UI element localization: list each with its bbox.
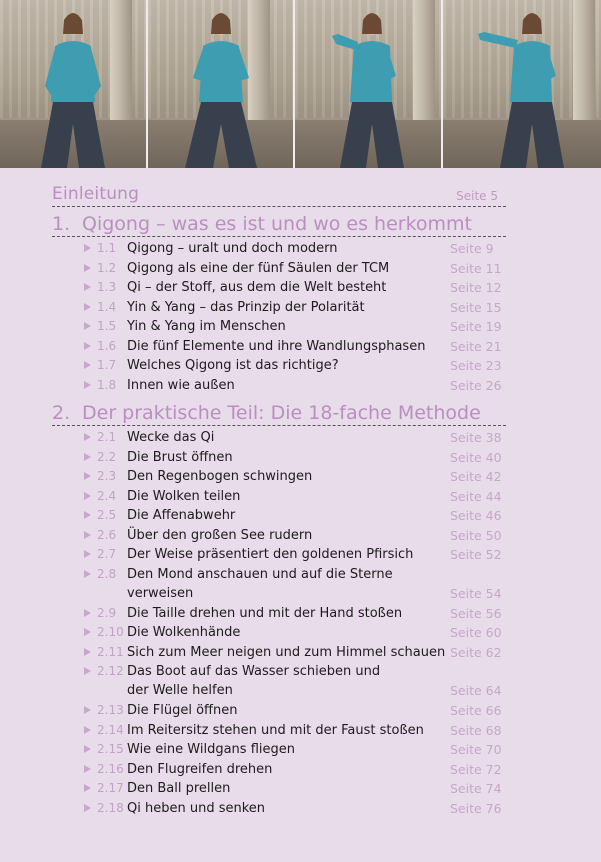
section-number: 2.7 [97,547,117,561]
toc-introduction[interactable] [52,184,506,207]
section-number: 2.17 [97,781,124,795]
section-page: Seite 62 [450,644,502,660]
section-title: Das Boot auf das Wasser schieben und [127,664,381,679]
photo-pose-3 [295,0,441,168]
section-title: Die Brust öffnen [127,449,233,465]
section-title: Die Wolken teilen [127,488,241,504]
section-title: Innen wie außen [127,377,235,393]
section-title: Sich zum Meer neigen und zum Himmel schauen [127,644,446,660]
section-number: 2.11 [97,644,124,659]
bullet-triangle-icon [84,433,91,441]
bullet-triangle-icon [84,453,91,461]
section-title: Die Wolkenhände [127,625,241,640]
section-page: Seite 26 [450,377,502,393]
bullet-triangle-icon [84,381,91,389]
bullet-triangle-icon [84,628,91,636]
header-photo-strip [0,0,601,168]
section-page: Seite 19 [450,319,502,334]
bullet-triangle-icon [84,765,91,773]
bullet-triangle-icon [84,244,91,252]
section-number: 1.3 [97,280,117,294]
section-title: Qi – der Stoff, aus dem die Welt besteht [127,280,387,295]
section-number: 2.14 [97,722,124,737]
figure-pose-1 [23,6,123,168]
chapter-number: 1. [52,213,71,235]
section-number: 2.4 [97,488,117,503]
section-page: Seite 52 [450,547,502,562]
section-title: Qi heben und senken [127,800,266,816]
section-number: 1.2 [97,260,117,275]
section-title: Den Ball prellen [127,781,231,796]
section-page: Seite 44 [450,488,502,504]
bullet-triangle-icon [84,745,91,753]
chapter-1-heading[interactable] [52,212,506,237]
photo-pose-2 [148,0,293,168]
section-number: 1.8 [97,377,117,392]
section-page: Seite 46 [450,508,502,523]
section-number: 2.2 [97,449,117,464]
bullet-triangle-icon [84,726,91,734]
section-title: Qigong als eine der fünf Säulen der TCM [127,260,390,276]
section-page: Seite 11 [450,260,502,276]
section-number: 1.7 [97,358,117,372]
section-page: Seite 60 [450,625,502,640]
toc-entry[interactable] [0,644,601,663]
section-page: Seite 56 [450,605,502,621]
section-page: Seite 23 [450,358,502,373]
bullet-triangle-icon [84,784,91,792]
section-title: Die Affenabwehr [127,508,236,523]
toc-entry[interactable] [0,468,601,487]
bullet-triangle-icon [84,550,91,558]
bullet-triangle-icon [84,804,91,812]
bullet-triangle-icon [84,648,91,656]
section-page: Seite 66 [450,703,502,718]
bullet-triangle-icon [84,361,91,369]
section-title: Qigong – uralt und doch modern [127,241,338,256]
section-title: Wecke das Qi [127,430,215,445]
toc-entry[interactable] [0,240,601,259]
section-page: Seite 12 [450,280,502,295]
section-title: Die fünf Elemente und ihre Wandlungsphasen [127,338,426,354]
section-number: 2.9 [97,605,117,620]
toc-entry[interactable] [0,605,601,624]
section-number: 1.1 [97,241,117,255]
introduction-title: Einleitung [52,184,140,204]
section-number: 2.18 [97,800,124,815]
toc-entry[interactable] [0,357,601,376]
photo-pose-1 [0,0,146,168]
chapter-2-heading[interactable] [52,401,506,426]
section-number: 2.15 [97,742,124,756]
section-title-continued: der Welle helfen [127,683,233,698]
introduction-page: Seite 5 [456,189,498,203]
chapter-title: Qigong – was es ist und wo es herkommt [82,213,472,235]
bullet-triangle-icon [84,303,91,311]
toc-entry[interactable] [0,761,601,780]
toc-entry[interactable] [0,429,601,448]
section-title: Yin & Yang im Menschen [127,319,286,334]
section-page: Seite 21 [450,338,502,354]
toc-entry[interactable] [0,702,601,721]
section-page: Seite 42 [450,469,502,484]
section-number: 1.6 [97,338,117,353]
section-title: Den Mond anschauen und auf die Sterne [127,566,393,582]
toc-entry[interactable] [0,624,601,643]
chapter-number: 2. [52,402,71,424]
bullet-triangle-icon [84,706,91,714]
section-number: 2.6 [97,527,117,542]
bullet-triangle-icon [84,609,91,617]
toc-entry[interactable] [0,663,601,698]
toc-entry[interactable] [0,299,601,318]
section-page: Seite 70 [450,742,502,757]
section-number: 1.4 [97,299,117,314]
toc-entry[interactable] [0,377,601,396]
section-number: 2.16 [97,761,124,776]
section-title: Den Regenbogen schwingen [127,469,313,484]
figure-pose-2 [171,6,271,168]
section-number: 2.3 [97,469,117,483]
photo-pose-4 [443,0,601,168]
section-title: Wie eine Wildgans fliegen [127,742,295,757]
section-title: Welches Qigong ist das richtige? [127,358,339,373]
toc-entry[interactable] [0,338,601,357]
section-title: Im Reitersitz stehen und mit der Faust stoßen [127,722,424,738]
section-title: Den Flugreifen drehen [127,761,273,777]
section-number: 2.8 [97,566,117,581]
section-page: Seite 74 [450,781,502,796]
section-page: Seite 9 [450,241,494,256]
section-page: Seite 76 [450,800,502,816]
bullet-triangle-icon [84,667,91,675]
bullet-triangle-icon [84,531,91,539]
bullet-triangle-icon [84,472,91,480]
bullet-triangle-icon [84,342,91,350]
toc-entry[interactable] [0,780,601,799]
section-page: Seite 64 [450,683,502,698]
toc-entry[interactable] [0,318,601,337]
toc-entry[interactable] [0,722,601,741]
toc-entry[interactable] [0,741,601,760]
bullet-triangle-icon [84,511,91,519]
toc-entry[interactable] [0,800,601,819]
section-title: Die Taille drehen und mit der Hand stoßen [127,605,403,621]
section-number: 2.10 [97,625,124,639]
section-number: 2.5 [97,508,117,522]
section-page: Seite 15 [450,299,502,315]
toc-entry[interactable] [0,260,601,279]
section-title: Yin & Yang – das Prinzip der Polarität [127,299,365,315]
section-number: 2.1 [97,430,117,444]
bullet-triangle-icon [84,283,91,291]
section-title: Die Flügel öffnen [127,703,238,718]
section-page: Seite 72 [450,761,502,777]
bullet-triangle-icon [84,492,91,500]
toc-entry[interactable] [0,279,601,298]
toc-entry[interactable] [0,507,601,526]
bullet-triangle-icon [84,322,91,330]
section-page: Seite 40 [450,449,502,465]
section-page: Seite 50 [450,527,502,543]
section-page: Seite 54 [450,585,502,601]
figure-pose-4 [472,6,572,168]
figure-pose-3 [318,6,418,168]
toc-entry[interactable] [0,527,601,546]
chapter-title: Der praktische Teil: Die 18-fache Methode [82,402,481,424]
section-title: Der Weise präsentiert den goldenen Pfirsich [127,547,414,562]
section-number: 1.5 [97,319,117,333]
bullet-triangle-icon [84,264,91,272]
section-title: Über den großen See rudern [127,527,313,543]
toc-entry[interactable] [0,488,601,507]
section-page: Seite 38 [450,430,502,445]
toc-entry[interactable] [0,546,601,565]
bullet-triangle-icon [84,570,91,578]
toc-entry[interactable] [0,449,601,468]
section-number: 2.12 [97,664,124,678]
section-page: Seite 68 [450,722,502,738]
toc-entry[interactable] [0,566,601,601]
section-title-continued: verweisen [127,585,194,601]
section-number: 2.13 [97,703,124,717]
